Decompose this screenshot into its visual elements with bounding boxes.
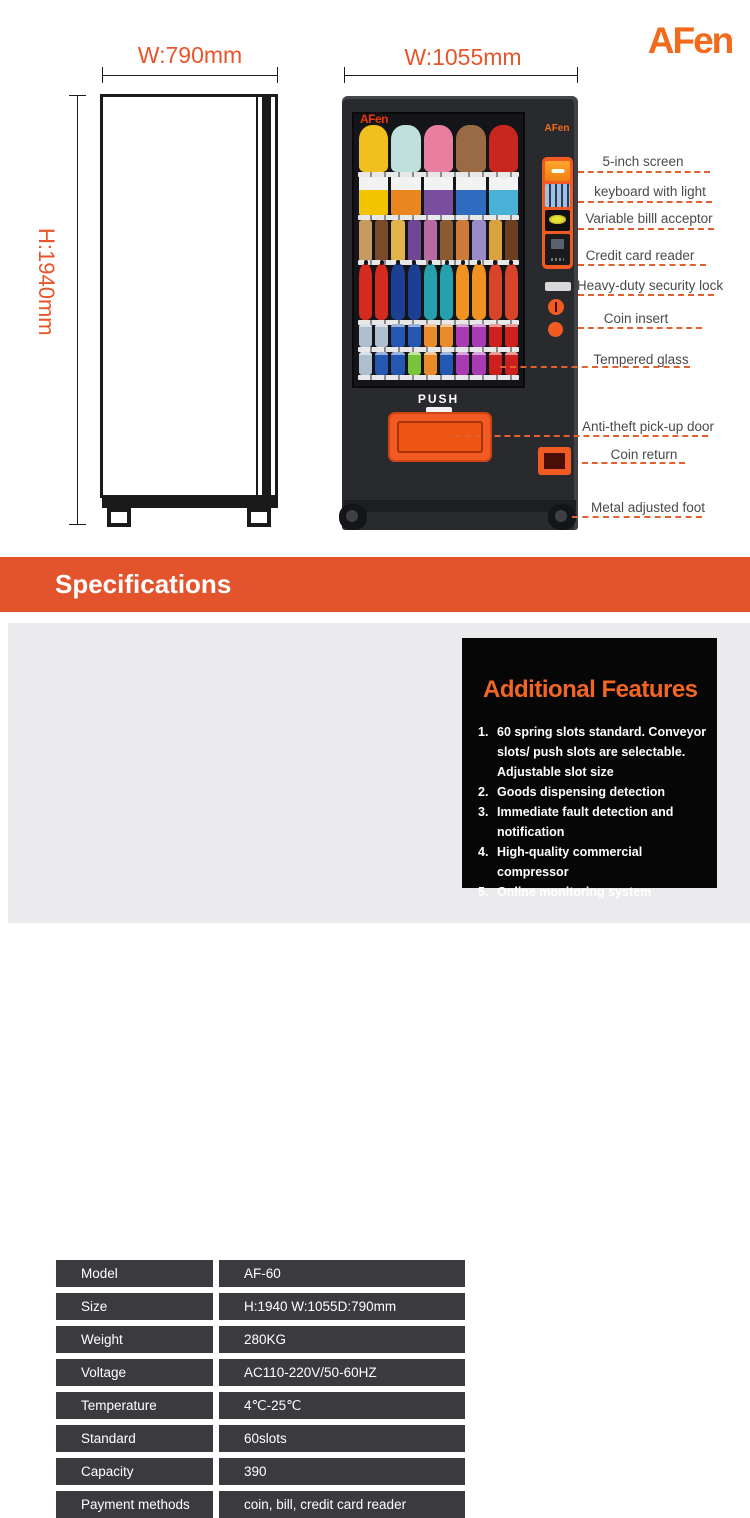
- product-item: [456, 352, 469, 375]
- callout-leader-line: [578, 264, 706, 266]
- dimension-cap: [69, 95, 86, 96]
- table-row: [56, 1326, 465, 1353]
- table-row: [56, 1260, 465, 1287]
- callout-tempered-glass: Tempered glass: [593, 352, 689, 367]
- product-item: [391, 220, 404, 260]
- coin-button: [548, 322, 563, 337]
- product-item: [456, 220, 469, 260]
- product-item: [375, 220, 388, 260]
- spec-label: Model: [56, 1260, 213, 1287]
- spec-label: Voltage: [56, 1359, 213, 1386]
- callout-leader-line: [578, 171, 710, 173]
- product-item: [489, 324, 502, 347]
- product-item: [472, 324, 485, 347]
- height-label: H:1940mm: [34, 228, 59, 336]
- product-item: [440, 324, 453, 347]
- product-item: [424, 352, 437, 375]
- callout-leader-line: [578, 201, 712, 203]
- product-item: [408, 352, 421, 375]
- product-item: [391, 352, 404, 375]
- spec-label: Standard: [56, 1425, 213, 1452]
- product-row: [359, 264, 518, 320]
- feature-item: [478, 782, 713, 802]
- spec-value: AC110-220V/50-60HZ: [219, 1359, 465, 1386]
- vending-machine-photo: [342, 96, 578, 530]
- product-item: [375, 352, 388, 375]
- product-item: [440, 264, 453, 320]
- product-item: [359, 220, 372, 260]
- product-item: [375, 264, 388, 320]
- callout-bill-acceptor: Variable billl acceptor: [585, 211, 713, 226]
- product-item: [424, 324, 437, 347]
- machine-side-foot: [247, 508, 271, 527]
- product-item: [472, 220, 485, 260]
- spec-label: Size: [56, 1293, 213, 1320]
- callout-coin-insert: Coin insert: [603, 311, 669, 326]
- dimension-cap: [69, 524, 86, 525]
- product-row: [359, 220, 518, 260]
- width-label-front: W:1055mm: [404, 44, 522, 70]
- machine-side-foot: [107, 508, 131, 527]
- callout-leader-line: [578, 327, 702, 329]
- callout-security-lock: Heavy-duty security lock: [576, 278, 724, 293]
- feature-text: High-quality commercial compressor: [497, 845, 643, 879]
- feature-text: Immediate fault detection and notification: [497, 805, 674, 839]
- spec-value: H:1940 W:1055D:790mm: [219, 1293, 465, 1320]
- product-item: [505, 352, 518, 375]
- callout-leader-line: [578, 228, 714, 230]
- product-item: [489, 264, 502, 320]
- spec-label: Temperature: [56, 1392, 213, 1419]
- door-edge-line: [256, 97, 258, 495]
- product-item: [472, 264, 485, 320]
- dimension-line: [344, 75, 578, 76]
- product-item: [505, 220, 518, 260]
- card-reader: [545, 234, 570, 265]
- product-item: [359, 264, 372, 320]
- width-label-side: W:790mm: [137, 42, 243, 68]
- product-item: [391, 324, 404, 347]
- push-label: PUSH: [417, 392, 460, 406]
- specifications-banner: [0, 557, 750, 612]
- feature-number: 2.: [478, 785, 489, 799]
- dimension-line: [102, 75, 278, 76]
- callout-coin-return: Coin return: [610, 447, 678, 462]
- table-row: [56, 1491, 465, 1518]
- product-item: [391, 177, 420, 215]
- caster-wheel: [339, 504, 367, 530]
- feature-number: 4.: [478, 845, 489, 859]
- product-item: [489, 125, 518, 172]
- specifications-title: Specifications: [55, 569, 232, 599]
- spec-label: Capacity: [56, 1458, 213, 1485]
- spec-value: coin, bill, credit card reader: [219, 1491, 465, 1518]
- callout-card-reader: Credit card reader: [585, 248, 695, 263]
- product-item: [456, 324, 469, 347]
- product-item: [505, 264, 518, 320]
- glass-brand-logo: AFen: [360, 112, 388, 126]
- pickup-door: [388, 412, 492, 462]
- machine-glass: [352, 112, 525, 388]
- additional-features-box: [462, 638, 717, 899]
- coin-return: [538, 447, 571, 475]
- feature-number: 5.: [478, 885, 489, 899]
- callout-adjusted-foot: Metal adjusted foot: [590, 500, 706, 515]
- dimension-tick: [277, 67, 278, 83]
- spec-value: AF-60: [219, 1260, 465, 1287]
- product-item: [408, 220, 421, 260]
- coin-insert: [548, 299, 564, 315]
- callout-leader-line: [582, 462, 685, 464]
- spec-value: 4℃-25℃: [219, 1392, 465, 1419]
- product-row: [359, 324, 518, 347]
- product-shelves: [354, 114, 523, 386]
- feature-item: [478, 882, 713, 902]
- product-item: [424, 177, 453, 215]
- brand-logo: AFen: [647, 20, 733, 61]
- screen: [545, 161, 570, 181]
- product-item: [424, 264, 437, 320]
- door-strip: [262, 97, 271, 495]
- product-item: [472, 352, 485, 375]
- product-item: [359, 177, 388, 215]
- product-row: [359, 125, 518, 172]
- callout-leader-line: [572, 516, 702, 518]
- product-item: [489, 177, 518, 215]
- product-item: [489, 220, 502, 260]
- features-list: [462, 722, 717, 902]
- callout-keyboard: keyboard with light: [594, 184, 706, 199]
- machine-side-base: [102, 498, 278, 508]
- shelf-price-strip: [358, 375, 519, 380]
- product-item: [424, 220, 437, 260]
- panel-brand-logo: AFen: [544, 123, 570, 134]
- feature-item: [478, 722, 713, 782]
- feature-item: [478, 802, 713, 842]
- dimension-tick: [344, 67, 345, 83]
- product-item: [408, 324, 421, 347]
- product-item: [391, 264, 404, 320]
- product-item: [440, 220, 453, 260]
- product-row: [359, 177, 518, 215]
- feature-number: 3.: [478, 805, 489, 819]
- product-row: [359, 352, 518, 375]
- payment-panel: [542, 157, 573, 269]
- dimension-tick: [102, 67, 103, 83]
- product-item: [456, 177, 485, 215]
- bill-acceptor: [545, 210, 570, 231]
- product-item: [359, 324, 372, 347]
- product-item: [408, 264, 421, 320]
- spec-value: 280KG: [219, 1326, 465, 1353]
- machine-base: [344, 500, 576, 512]
- additional-features-title: Additional Features: [483, 676, 698, 703]
- spec-table: [56, 1260, 465, 1518]
- feature-text: Online monitoring system: [497, 885, 652, 899]
- callout-leader-line: [455, 435, 708, 437]
- feature-item: [478, 842, 713, 882]
- callout-leader-line: [578, 294, 714, 296]
- product-item: [391, 125, 420, 172]
- spec-label: Payment methods: [56, 1491, 213, 1518]
- feature-text: Goods dispensing detection: [497, 785, 666, 799]
- product-item: [359, 125, 388, 172]
- product-item: [456, 125, 485, 172]
- machine-side-drawing: [100, 94, 278, 498]
- callout-pickup-door: Anti-theft pick-up door: [581, 419, 715, 434]
- feature-number: 1.: [478, 725, 489, 739]
- dimension-line-vertical: [77, 95, 78, 525]
- feature-text: 60 spring slots standard. Conveyor slots/ push slots are selectable. Adjustable slot size: [497, 725, 707, 779]
- product-item: [505, 324, 518, 347]
- spec-value: 60slots: [219, 1425, 465, 1452]
- security-lock: [545, 282, 571, 291]
- product-item: [456, 264, 469, 320]
- table-row: [56, 1293, 465, 1320]
- product-item: [375, 324, 388, 347]
- keypad: [545, 184, 570, 207]
- table-row: [56, 1425, 465, 1452]
- table-row: [56, 1392, 465, 1419]
- spec-label: Weight: [56, 1326, 213, 1353]
- callout-leader-line: [500, 366, 690, 368]
- product-item: [359, 352, 372, 375]
- product-item: [424, 125, 453, 172]
- product-item: [440, 352, 453, 375]
- callout-5-inch-screen: 5-inch screen: [602, 154, 684, 169]
- dimension-tick: [577, 67, 578, 83]
- table-row: [56, 1359, 465, 1386]
- spec-value: 390: [219, 1458, 465, 1485]
- table-row: [56, 1458, 465, 1485]
- product-item: [489, 352, 502, 375]
